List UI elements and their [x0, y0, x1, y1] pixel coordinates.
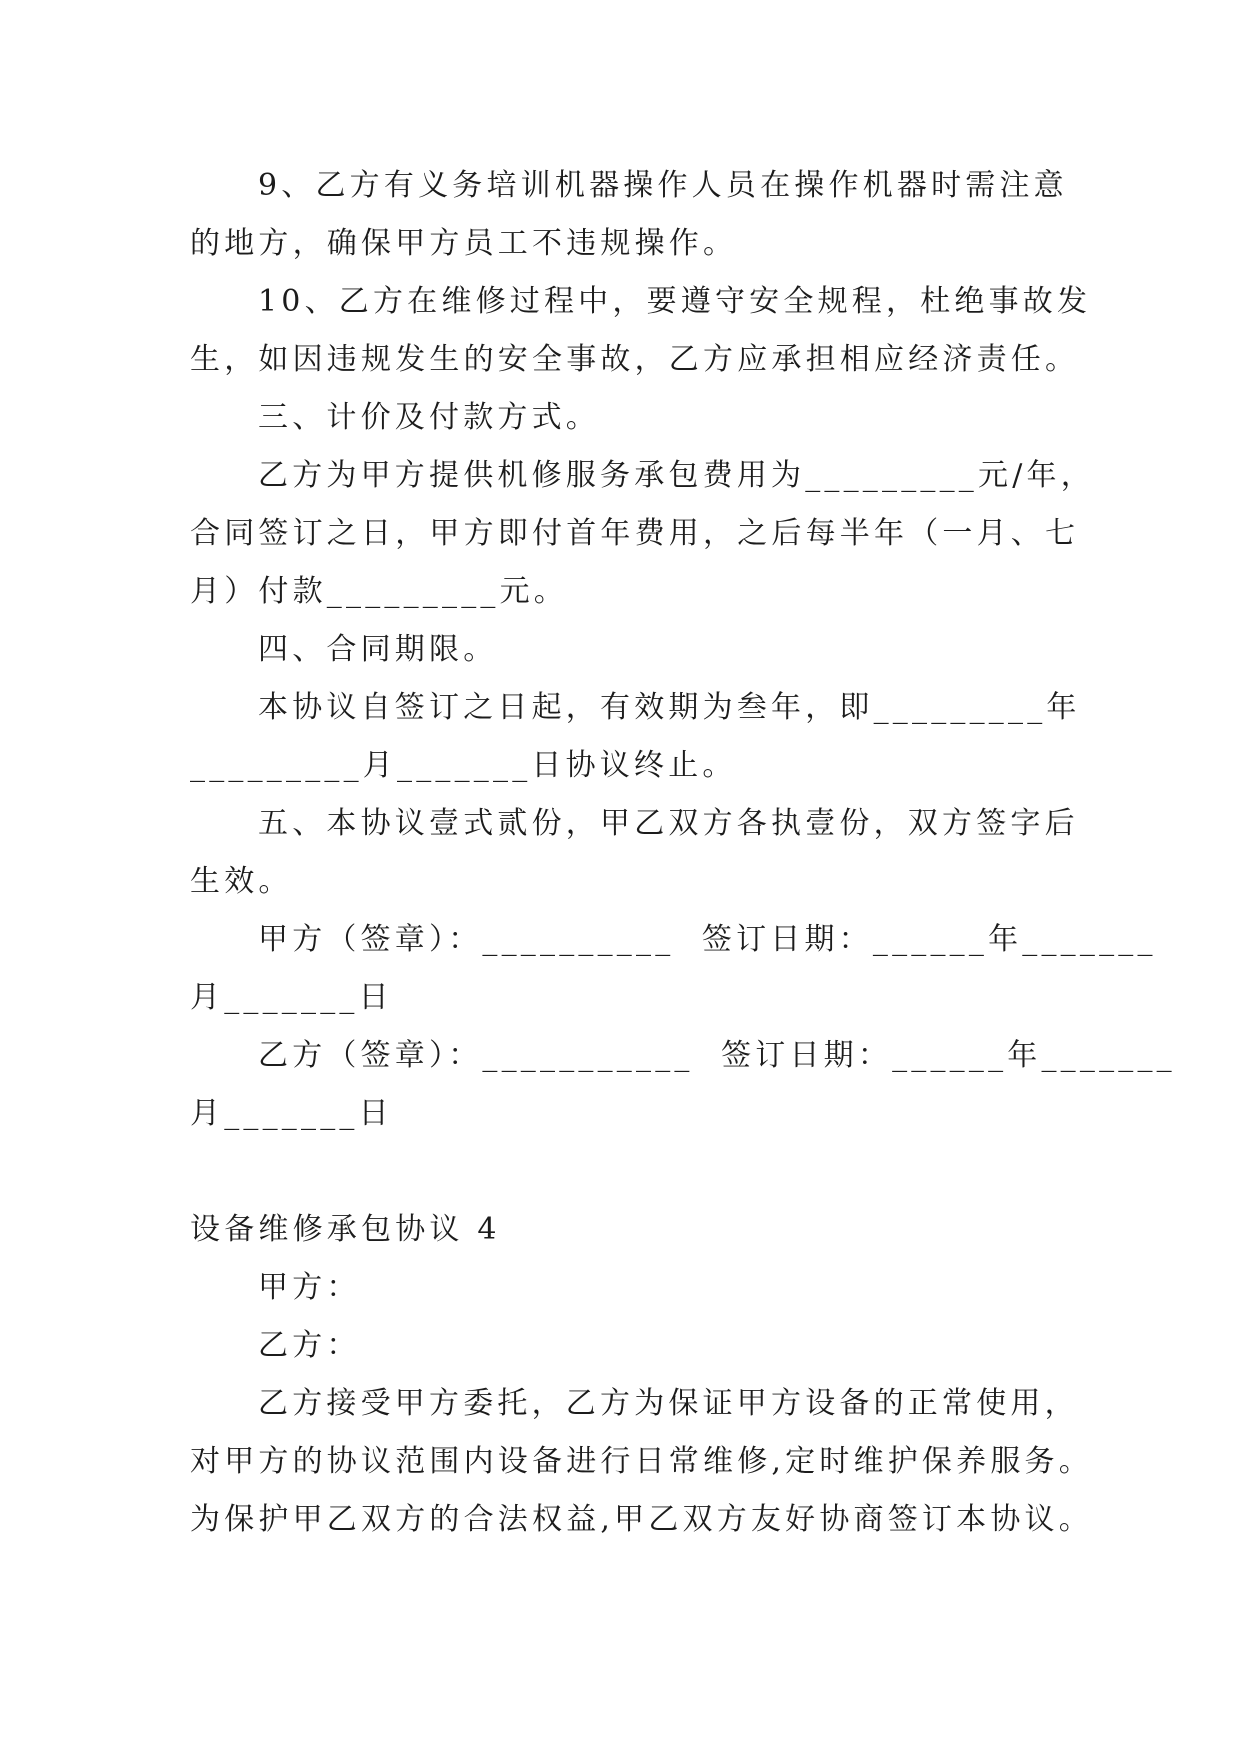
party-b-signature-line-1: 乙方（签章）：___________ 签订日期：______年_______ — [258, 1038, 1176, 1073]
party-a-label: 甲方： — [258, 1270, 361, 1305]
clause-10-line-2: 生，如因违规发生的安全事故，乙方应承担相应经济责任。 — [190, 342, 1080, 377]
pricing-line-2: 合同签订之日，甲方即付首年费用，之后每半年（一月、七 — [190, 516, 1080, 551]
agreement-4-title: 设备维修承包协议 4 — [190, 1212, 501, 1247]
pricing-line-3: 月）付款_________元。 — [190, 574, 568, 609]
party-a-signature-line-1: 甲方（签章）：__________ 签订日期：______年_______ — [258, 922, 1157, 957]
party-a-signature-line-2: 月_______日 — [190, 980, 393, 1015]
clause-9-line-2: 的地方，确保甲方员工不违规操作。 — [190, 226, 738, 261]
clause-10-line-1: 10、乙方在维修过程中，要遵守安全规程，杜绝事故发 — [258, 284, 1092, 319]
intro-line-1: 乙方接受甲方委托，乙方为保证甲方设备的正常使用， — [258, 1386, 1079, 1421]
section-5-line-1: 五、本协议壹式贰份，甲乙双方各执壹份，双方签字后 — [258, 806, 1079, 841]
intro-line-2: 对甲方的协议范围内设备进行日常维修,定时维护保养服务。 — [190, 1444, 1093, 1479]
section-4-heading: 四、合同期限。 — [258, 632, 498, 667]
term-line-1: 本协议自签订之日起，有效期为叁年，即_________年 — [258, 690, 1081, 725]
clause-9-line-1: 9、乙方有义务培训机器操作人员在操作机器时需注意 — [258, 168, 1068, 203]
intro-line-3: 为保护甲乙双方的合法权益,甲乙双方友好协商签订本协议。 — [190, 1502, 1093, 1537]
term-line-2: _________月_______日协议终止。 — [190, 748, 737, 783]
party-b-label: 乙方： — [258, 1328, 361, 1363]
party-b-signature-line-2: 月_______日 — [190, 1096, 393, 1131]
section-5-line-2: 生效。 — [190, 864, 293, 899]
section-3-heading: 三、计价及付款方式。 — [258, 400, 600, 435]
pricing-line-1: 乙方为甲方提供机修服务承包费用为_________元/年， — [258, 458, 1095, 493]
